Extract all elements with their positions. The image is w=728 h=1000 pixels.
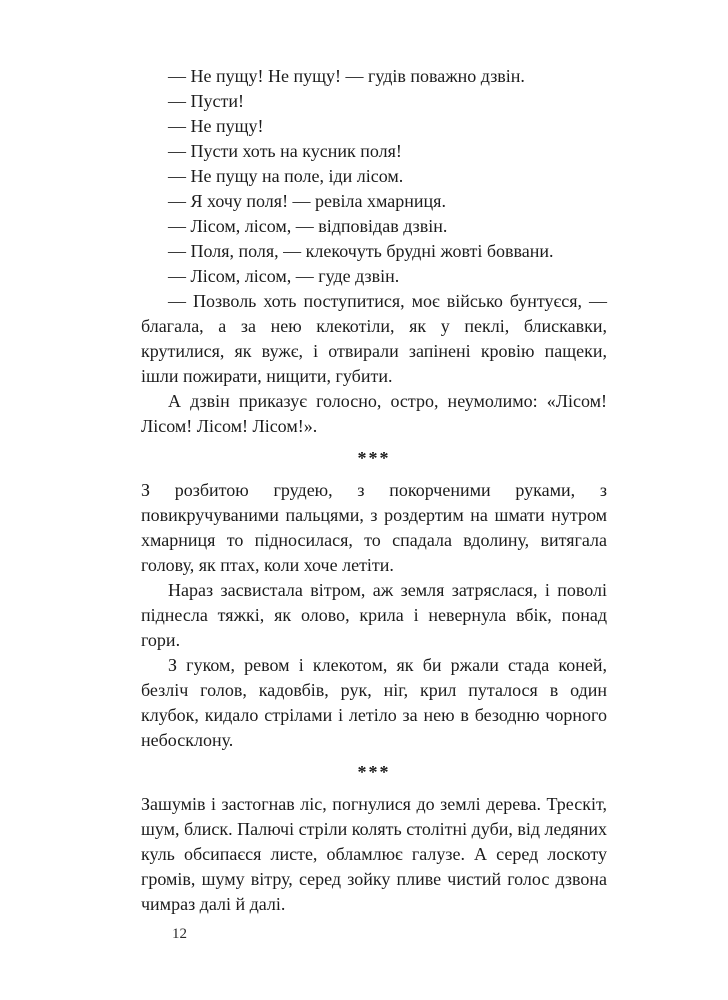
text-paragraph: — Позволь хоть поступитися, моє військо бунтуєся, — благала, а за нею клекотіли, як у пеклі, блискавки, крутилися, як вужє, і отвирали запінені кровію пащеки, ішли пожирати, нищити, губити. xyxy=(141,291,607,386)
text-paragraph: — Не пущу! Не пущу! — гудів поважно дзвін. xyxy=(168,66,525,86)
text-paragraph: А дзвін приказує голосно, остро, неумолимо: «Лісом! Лісом! Лісом! Лісом!». xyxy=(141,391,607,436)
text-paragraph: — Я хочу поля! — ревіла хмарниця. xyxy=(168,191,446,211)
section-separator: *** xyxy=(357,448,391,468)
text-paragraph: З гуком, ревом і клекотом, як би ржали стада коней, безліч голов, кадовбів, рук, ніг, крил путалося в один клубок, кидало стрілами і летіло за нею в безодню чорного небосклону. xyxy=(141,655,607,750)
text-paragraph: — Не пущу на поле, іди лісом. xyxy=(168,166,404,186)
text-paragraph: — Лісом, лісом, — відповідав дзвін. xyxy=(168,216,448,236)
text-paragraph: З розбитою грудею, з покорченими руками, з повикручуваними пальцями, з роздертим на шмати нутром хмарниця то підносилася, то спадала вдолину, витягала голову, як птах, коли хоче летіти. xyxy=(141,480,607,575)
text-paragraph: — Не пущу! xyxy=(168,116,264,136)
text-paragraph: — Пусти! xyxy=(168,91,244,111)
text-paragraph: Зашумів і застогнав ліс, погнулися до землі дерева. Трескіт, шум, блиск. Палючі стріли колять столітні дуби, від ледяних куль обсипаєся листе, обламлює галузе. А серед лоскоту громів, шуму вітру, серед зойку пливе чистий голос дзвона чимраз далі й далі. xyxy=(141,794,607,914)
text-paragraph: — Лісом, лісом, — гуде дзвін. xyxy=(168,266,400,286)
section-separator: *** xyxy=(357,762,391,782)
text-paragraph: — Поля, поля, — клекочуть брудні жовті боввани. xyxy=(168,241,554,261)
text-paragraph: Нараз засвистала вітром, аж земля затряслася, і поволі піднесла тяжкі, як олово, крила і невернула вбік, понад гори. xyxy=(141,580,607,650)
text-paragraph: — Пусти хоть на кусник поля! xyxy=(168,141,402,161)
page-number: 12 xyxy=(172,926,187,942)
text-block xyxy=(141,64,607,917)
